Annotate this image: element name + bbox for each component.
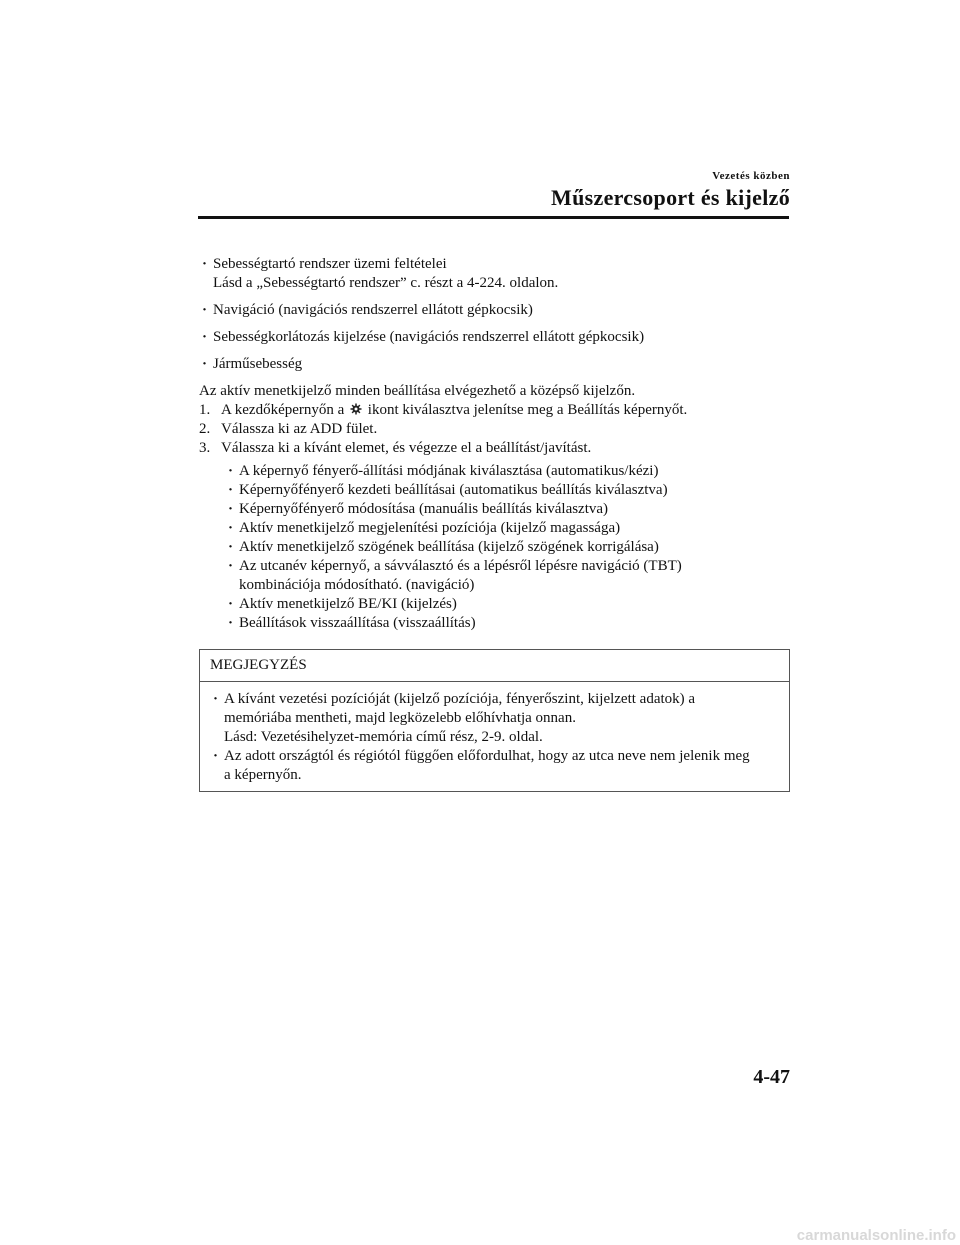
note-item bbox=[210, 747, 779, 785]
page-number: 4-47 bbox=[753, 1066, 790, 1088]
list-item: · Sebességkorlátozás kijelzése (navigációs rendszerrel ellátott gépkocsik) bbox=[199, 328, 789, 347]
step-1 bbox=[199, 401, 789, 420]
step-number: 3. bbox=[199, 440, 211, 456]
header-divider bbox=[198, 216, 789, 219]
sub-list-item bbox=[225, 557, 789, 595]
list-item bbox=[199, 255, 789, 293]
step-text: Válassza ki az ADD fület. bbox=[221, 421, 378, 437]
sub-list-item: · A képernyő fényerő-állítási módjának kiválasztása (automatikus/kézi) bbox=[225, 462, 789, 481]
list-item: · Járműsebesség bbox=[199, 355, 789, 374]
note-item-text: · Az adott országtól és régiótól függően előfordulhat, hogy az utca neve nem jelenik meg bbox=[224, 748, 750, 764]
note-item bbox=[210, 690, 779, 747]
gear-icon bbox=[350, 403, 362, 415]
list-item-text: · Sebességtartó rendszer üzemi feltételei bbox=[213, 256, 447, 272]
list-item: · Navigáció (navigációs rendszerrel ellátott gépkocsik) bbox=[199, 301, 789, 320]
sub-list-item-text: · Az utcanév képernyő, a sávválasztó és a lépésről lépésre navigáció (TBT) bbox=[239, 558, 682, 574]
chapter-heading: Vezetés közben bbox=[712, 170, 790, 182]
sub-list-item: · Beállítások visszaállítása (visszaállítás) bbox=[225, 614, 789, 633]
sub-list-item: · Aktív menetkijelző BE/KI (kijelzés) bbox=[225, 595, 789, 614]
step-text: ikont kiválasztva jelenítse meg a Beállítás képernyőt. bbox=[367, 402, 688, 418]
sub-list-item: · Aktív menetkijelző megjelenítési pozíciója (kijelző magassága) bbox=[225, 519, 789, 538]
note-item-text: memóriába mentheti, majd legközelebb előhívhatja onnan. bbox=[224, 710, 576, 726]
main-content bbox=[199, 255, 789, 633]
sub-list-item: · Képernyőfényerő kezdeti beállításai (automatikus beállítás kiválasztva) bbox=[225, 481, 789, 500]
sub-list-item: · Képernyőfényerő módosítása (manuális beállítás kiválasztva) bbox=[225, 500, 789, 519]
watermark: carmanualsonline.info bbox=[796, 1227, 956, 1244]
note-box bbox=[199, 649, 790, 792]
step-text: Válassza ki a kívánt elemet, és végezze el a beállítást/javítást. bbox=[221, 440, 592, 456]
note-title: MEGJEGYZÉS bbox=[200, 650, 789, 682]
step-3 bbox=[199, 439, 789, 458]
intro-paragraph: Az aktív menetkijelző minden beállítása elvégezhető a középső kijelzőn. bbox=[199, 383, 636, 399]
sub-list-item: · Aktív menetkijelző szögének beállítása (kijelző szögének korrigálása) bbox=[225, 538, 789, 557]
note-item-text: · A kívánt vezetési pozícióját (kijelző pozíciója, fényerőszint, kijelzett adatok) a bbox=[224, 691, 696, 707]
note-item-text: Lásd: Vezetésihelyzet-memória című rész, 2-9. oldal. bbox=[224, 729, 543, 745]
list-item-text: Lásd a „Sebességtartó rendszer” c. részt a 4-224. oldalon. bbox=[213, 275, 559, 291]
note-item-text: a képernyőn. bbox=[224, 767, 302, 783]
step-text: A kezdőképernyőn a bbox=[221, 402, 345, 418]
section-title: Műszercsoport és kijelző bbox=[551, 185, 790, 210]
sub-list bbox=[225, 462, 789, 633]
step-number: 1. bbox=[199, 402, 211, 418]
sub-list-item-text: kombinációja módosítható. (navigáció) bbox=[239, 577, 475, 593]
step-2 bbox=[199, 420, 789, 439]
step-number: 2. bbox=[199, 421, 211, 437]
note-body bbox=[200, 682, 789, 791]
